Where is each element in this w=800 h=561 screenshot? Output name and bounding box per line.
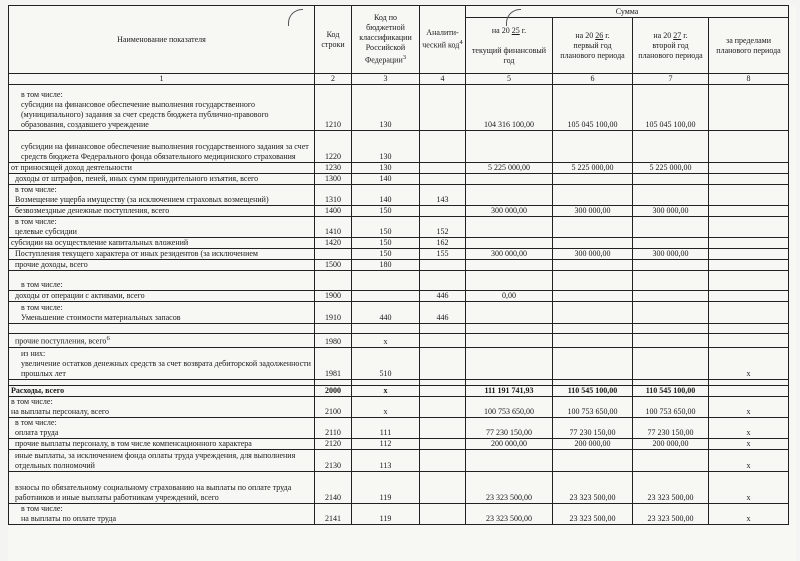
row-value-year-2 <box>553 185 633 206</box>
row-analytic-code <box>420 471 466 503</box>
row-analytic-code: 143 <box>420 185 466 206</box>
table-row <box>9 163 789 174</box>
row-name: в том числе: целевые субсидии <box>9 217 315 238</box>
table-row <box>9 291 789 302</box>
row-analytic-code <box>420 271 466 291</box>
header-budget-class: Код по бюджетной классификации Российской Федерации$^3$ <box>352 6 420 74</box>
table-row <box>9 174 789 185</box>
row-value-year-2 <box>553 238 633 249</box>
row-analytic-code: 446 <box>420 302 466 324</box>
column-number-1: 1 <box>9 74 315 85</box>
row-value-beyond <box>709 334 789 348</box>
row-value-current-year: 300 000,00 <box>466 206 553 217</box>
row-code: 1300 <box>315 174 352 185</box>
table-row <box>9 302 789 324</box>
row-name: субсидии на финансовое обеспечение выполнения государственного задания за счет средств бюджета Федерального фонда обязательного медицинского страхования <box>9 131 315 163</box>
row-value-current-year <box>466 260 553 271</box>
row-code: 2141 <box>315 503 352 524</box>
row-budget-code <box>352 324 420 334</box>
row-name: доходы от операции с активами, всего <box>9 291 315 302</box>
header-analytic-code: Аналити- ческий код$^4$ <box>420 6 466 74</box>
row-code: 2100 <box>315 396 352 417</box>
row-analytic-code <box>420 396 466 417</box>
row-value-current-year <box>466 131 553 163</box>
row-value-year-2: 5 225 000,00 <box>553 163 633 174</box>
row-value-year-3 <box>633 185 709 206</box>
row-code: 1981 <box>315 347 352 379</box>
row-value-beyond: x <box>709 347 789 379</box>
row-value-current-year <box>466 217 553 238</box>
row-code: 1420 <box>315 238 352 249</box>
table-row <box>9 396 789 417</box>
row-value-current-year: 104 316 100,00 <box>466 85 553 131</box>
row-value-current-year: 5 225 000,00 <box>466 163 553 174</box>
row-code: 1410 <box>315 217 352 238</box>
row-value-beyond <box>709 249 789 260</box>
row-budget-code: 112 <box>352 438 420 449</box>
row-name: в том числе: Уменьшение стоимости материальных запасов <box>9 302 315 324</box>
row-budget-code: 119 <box>352 471 420 503</box>
row-budget-code: 150 <box>352 206 420 217</box>
row-value-current-year: 100 753 650,00 <box>466 396 553 417</box>
row-code: 2110 <box>315 417 352 438</box>
row-analytic-code <box>420 438 466 449</box>
row-value-year-2 <box>553 302 633 324</box>
row-value-year-3: 200 000,00 <box>633 438 709 449</box>
row-value-year-3: 100 753 650,00 <box>633 396 709 417</box>
row-value-current-year: 23 323 500,00 <box>466 471 553 503</box>
row-value-current-year: 77 230 150,00 <box>466 417 553 438</box>
row-code: 2130 <box>315 449 352 471</box>
row-name <box>9 324 315 334</box>
row-value-year-3 <box>633 347 709 379</box>
row-value-year-2 <box>553 334 633 348</box>
row-value-beyond <box>709 131 789 163</box>
column-number-2: 2 <box>315 74 352 85</box>
table-row <box>9 417 789 438</box>
row-value-beyond <box>709 185 789 206</box>
row-code: 1910 <box>315 302 352 324</box>
row-value-year-3 <box>633 131 709 163</box>
row-value-year-3: 300 000,00 <box>633 206 709 217</box>
row-analytic-code <box>420 347 466 379</box>
row-value-beyond: x <box>709 438 789 449</box>
table-row <box>9 260 789 271</box>
row-name: доходы от штрафов, пеней, иных сумм принудительного изъятия, всего <box>9 174 315 185</box>
row-value-current-year: 23 323 500,00 <box>466 503 553 524</box>
row-value-current-year <box>466 347 553 379</box>
row-value-beyond <box>709 206 789 217</box>
row-name: в том числе: на выплаты персоналу, всего <box>9 396 315 417</box>
row-value-current-year <box>466 449 553 471</box>
row-value-year-2 <box>553 174 633 185</box>
table-row <box>9 271 789 291</box>
row-budget-code: 130 <box>352 163 420 174</box>
row-code: 2140 <box>315 471 352 503</box>
header-year-3: на 20 27 г. второй год планового периода <box>633 18 709 74</box>
row-name: от приносящей доход деятельности <box>9 163 315 174</box>
row-value-year-2: 100 753 650,00 <box>553 396 633 417</box>
row-value-year-2: 105 045 100,00 <box>553 85 633 131</box>
row-value-current-year <box>466 302 553 324</box>
table-row <box>9 324 789 334</box>
row-budget-code: 150 <box>352 249 420 260</box>
row-value-year-3 <box>633 260 709 271</box>
table-row <box>9 385 789 396</box>
row-value-current-year: 300 000,00 <box>466 249 553 260</box>
row-analytic-code <box>420 385 466 396</box>
header-name: Наименование показателя <box>9 6 315 74</box>
row-value-beyond <box>709 163 789 174</box>
row-analytic-code <box>420 417 466 438</box>
table-row <box>9 449 789 471</box>
table-row <box>9 503 789 524</box>
row-value-beyond <box>709 271 789 291</box>
table-row <box>9 185 789 206</box>
column-number-7: 7 <box>633 74 709 85</box>
row-value-year-2 <box>553 131 633 163</box>
financial-plan-table <box>8 5 789 525</box>
row-value-beyond <box>709 238 789 249</box>
row-name: субсидии на осуществление капитальных вложений <box>9 238 315 249</box>
row-analytic-code: 152 <box>420 217 466 238</box>
row-value-beyond <box>709 302 789 324</box>
table-row <box>9 471 789 503</box>
row-value-beyond <box>709 85 789 131</box>
row-value-beyond <box>709 324 789 334</box>
row-value-year-3 <box>633 217 709 238</box>
row-value-year-3 <box>633 334 709 348</box>
row-name: прочие доходы, всего <box>9 260 315 271</box>
row-analytic-code: 162 <box>420 238 466 249</box>
row-value-year-3 <box>633 302 709 324</box>
row-value-beyond: x <box>709 417 789 438</box>
row-budget-code: 119 <box>352 503 420 524</box>
row-code: 1900 <box>315 291 352 302</box>
row-analytic-code <box>420 174 466 185</box>
row-analytic-code <box>420 334 466 348</box>
row-value-year-2 <box>553 347 633 379</box>
table-row <box>9 249 789 260</box>
header-sum: Сумма <box>466 6 789 18</box>
row-value-year-3: 23 323 500,00 <box>633 471 709 503</box>
row-analytic-code <box>420 131 466 163</box>
row-analytic-code <box>420 206 466 217</box>
table-row <box>9 85 789 131</box>
table-row <box>9 334 789 348</box>
row-budget-code: x <box>352 396 420 417</box>
row-name: безвозмездные денежные поступления, всего <box>9 206 315 217</box>
header-beyond-period: за пределами планового периода <box>709 18 789 74</box>
row-budget-code: 150 <box>352 238 420 249</box>
row-analytic-code: 155 <box>420 249 466 260</box>
column-number-3: 3 <box>352 74 420 85</box>
row-value-beyond <box>709 385 789 396</box>
row-name: Поступления текущего характера от иных резидентов (за исключением <box>9 249 315 260</box>
row-value-year-2: 77 230 150,00 <box>553 417 633 438</box>
row-budget-code: 150 <box>352 217 420 238</box>
row-name: в том числе: оплата труда <box>9 417 315 438</box>
row-budget-code <box>352 271 420 291</box>
row-value-year-2: 200 000,00 <box>553 438 633 449</box>
row-budget-code: 510 <box>352 347 420 379</box>
row-analytic-code <box>420 503 466 524</box>
row-code <box>315 324 352 334</box>
row-budget-code: x <box>352 385 420 396</box>
row-code <box>315 249 352 260</box>
row-name: прочие выплаты персоналу, в том числе компенсационного характера <box>9 438 315 449</box>
table-row <box>9 217 789 238</box>
row-value-beyond <box>709 260 789 271</box>
row-value-beyond <box>709 174 789 185</box>
row-name: Расходы, всего <box>9 385 315 396</box>
row-value-year-3 <box>633 174 709 185</box>
row-name: в том числе: Возмещение ущерба имуществу (за исключением страховых возмещений) <box>9 185 315 206</box>
row-value-year-3: 23 323 500,00 <box>633 503 709 524</box>
row-analytic-code <box>420 260 466 271</box>
row-code: 2000 <box>315 385 352 396</box>
row-value-current-year <box>466 238 553 249</box>
row-budget-code: x <box>352 334 420 348</box>
column-number-5: 5 <box>466 74 553 85</box>
document-sheet <box>8 5 796 561</box>
row-value-beyond: x <box>709 449 789 471</box>
row-name: в том числе: субсидии на финансовое обеспечение выполнения государственного (муниципального) задания за счет средств бюджета публично-правового образования, создавшего учреждение <box>9 85 315 131</box>
row-value-year-3 <box>633 238 709 249</box>
row-code: 1230 <box>315 163 352 174</box>
row-name: из них: увеличение остатков денежных средств за счет возврата дебиторской задолженности прошлых лет <box>9 347 315 379</box>
row-name: взносы по обязательному социальному страхованию на выплаты по оплате труда работников и иные выплаты работникам учреждений, всего <box>9 471 315 503</box>
header-code: Код строки <box>315 6 352 74</box>
row-value-year-3 <box>633 291 709 302</box>
row-budget-code: 140 <box>352 185 420 206</box>
row-analytic-code <box>420 85 466 131</box>
row-code: 1400 <box>315 206 352 217</box>
row-value-current-year: 0,00 <box>466 291 553 302</box>
row-budget-code: 111 <box>352 417 420 438</box>
row-analytic-code <box>420 449 466 471</box>
table-row <box>9 238 789 249</box>
table-row <box>9 131 789 163</box>
row-value-current-year <box>466 324 553 334</box>
row-analytic-code <box>420 163 466 174</box>
row-name: в том числе: на выплаты по оплате труда <box>9 503 315 524</box>
row-value-current-year <box>466 334 553 348</box>
row-value-year-2 <box>553 271 633 291</box>
header-year-1: на 20 25 г. текущий финансовый год <box>466 18 553 74</box>
row-code: 1220 <box>315 131 352 163</box>
row-budget-code: 130 <box>352 85 420 131</box>
row-name: иные выплаты, за исключением фонда оплаты труда учреждения, для выполнения отдельных полномочий <box>9 449 315 471</box>
row-value-year-3: 77 230 150,00 <box>633 417 709 438</box>
row-value-current-year: 200 000,00 <box>466 438 553 449</box>
row-value-beyond: x <box>709 471 789 503</box>
row-analytic-code: 446 <box>420 291 466 302</box>
row-code: 1980 <box>315 334 352 348</box>
row-value-year-2 <box>553 449 633 471</box>
row-value-beyond <box>709 291 789 302</box>
row-budget-code: 180 <box>352 260 420 271</box>
row-budget-code: 440 <box>352 302 420 324</box>
row-budget-code: 140 <box>352 174 420 185</box>
row-name: прочие поступления, всего$^6$ <box>9 334 315 348</box>
column-number-4: 4 <box>420 74 466 85</box>
row-value-beyond <box>709 217 789 238</box>
row-value-beyond: x <box>709 503 789 524</box>
row-value-year-3 <box>633 324 709 334</box>
header-year-2: на 20 26 г. первый год планового периода <box>553 18 633 74</box>
row-name: в том числе: <box>9 271 315 291</box>
row-code <box>315 271 352 291</box>
row-value-year-3: 110 545 100,00 <box>633 385 709 396</box>
row-value-year-2: 300 000,00 <box>553 249 633 260</box>
row-value-year-2 <box>553 260 633 271</box>
row-value-year-3: 300 000,00 <box>633 249 709 260</box>
row-budget-code: 113 <box>352 449 420 471</box>
row-value-year-2: 23 323 500,00 <box>553 471 633 503</box>
row-value-year-2 <box>553 324 633 334</box>
row-value-current-year: 111 191 741,93 <box>466 385 553 396</box>
column-number-8: 8 <box>709 74 789 85</box>
column-number-6: 6 <box>553 74 633 85</box>
row-code: 2120 <box>315 438 352 449</box>
table-row <box>9 438 789 449</box>
row-code: 1500 <box>315 260 352 271</box>
row-value-year-3 <box>633 449 709 471</box>
row-value-year-3 <box>633 271 709 291</box>
table-row <box>9 347 789 379</box>
row-analytic-code <box>420 324 466 334</box>
row-value-year-2: 110 545 100,00 <box>553 385 633 396</box>
row-value-year-2: 23 323 500,00 <box>553 503 633 524</box>
row-value-beyond: x <box>709 396 789 417</box>
row-value-year-2: 300 000,00 <box>553 206 633 217</box>
table-row <box>9 206 789 217</box>
row-value-current-year <box>466 174 553 185</box>
row-value-current-year <box>466 271 553 291</box>
row-code: 1210 <box>315 85 352 131</box>
row-value-year-2 <box>553 291 633 302</box>
row-budget-code: 130 <box>352 131 420 163</box>
row-value-year-2 <box>553 217 633 238</box>
row-value-current-year <box>466 185 553 206</box>
row-value-year-3: 5 225 000,00 <box>633 163 709 174</box>
row-value-year-3: 105 045 100,00 <box>633 85 709 131</box>
row-budget-code <box>352 291 420 302</box>
row-code: 1310 <box>315 185 352 206</box>
